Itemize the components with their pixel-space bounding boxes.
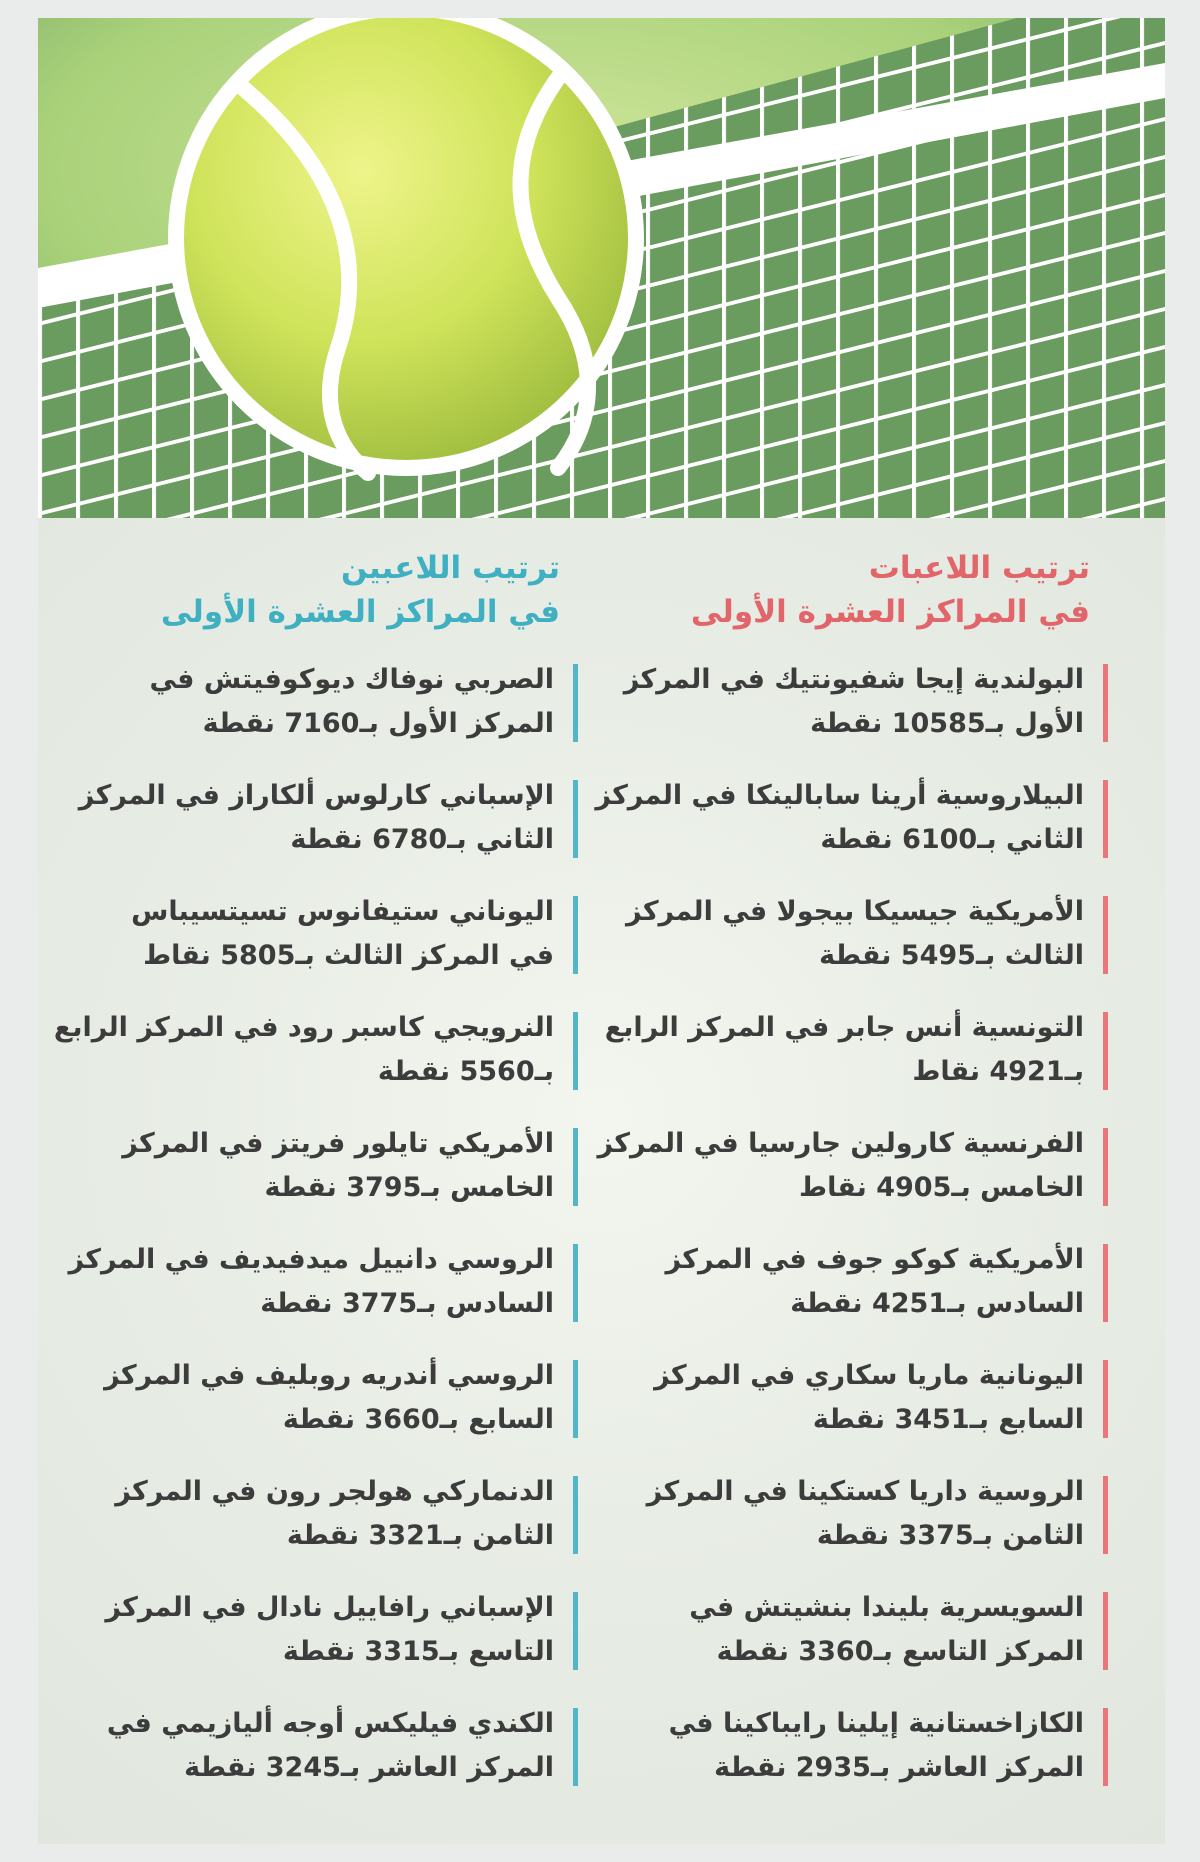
women-column-title bbox=[588, 546, 1090, 634]
entry-line-1: اليوناني ستيفانوس تسيتسيباس bbox=[131, 896, 554, 927]
entry-line-1: الأمريكية كوكو جوف في المركز bbox=[665, 1244, 1084, 1275]
rank-bar bbox=[573, 1128, 578, 1206]
women-rank-1 bbox=[588, 658, 1108, 774]
rank-bar bbox=[1103, 664, 1108, 742]
women-rank-5 bbox=[588, 1122, 1108, 1238]
women-rank-10 bbox=[588, 1702, 1108, 1818]
rank-bar bbox=[1103, 896, 1108, 974]
men-rank-3 bbox=[58, 890, 578, 1006]
women-rankings-column bbox=[588, 518, 1108, 1818]
women-title-line-1: ترتيب اللاعبات bbox=[868, 550, 1090, 586]
entry-line-2: السادس بـ3775 نقطة bbox=[260, 1288, 554, 1319]
rank-bar bbox=[1103, 1012, 1108, 1090]
rank-bar bbox=[573, 664, 578, 742]
men-rank-7 bbox=[58, 1354, 578, 1470]
entry-line-1: السويسرية بليندا بنشيتش في bbox=[689, 1592, 1084, 1623]
rankings-panel bbox=[38, 518, 1165, 1844]
entry-line-2: الثاني بـ6100 نقطة bbox=[820, 824, 1084, 855]
entry-line-2: المركز العاشر بـ3245 نقطة bbox=[184, 1752, 554, 1783]
entry-line-2: بـ4921 نقاط bbox=[912, 1056, 1084, 1087]
rank-bar bbox=[1103, 780, 1108, 858]
rank-bar bbox=[573, 1476, 578, 1554]
women-title-line-2: في المراكز العشرة الأولى bbox=[690, 594, 1090, 630]
entry-line-2: الثاني بـ6780 نقطة bbox=[290, 824, 554, 855]
entry-line-1: الكازاخستانية إيلينا رايباكينا في bbox=[668, 1708, 1084, 1739]
rank-bar bbox=[573, 1360, 578, 1438]
entry-line-1: الإسباني رافاييل نادال في المركز bbox=[105, 1592, 554, 1623]
women-rank-4 bbox=[588, 1006, 1108, 1122]
men-rank-2 bbox=[58, 774, 578, 890]
women-rank-2 bbox=[588, 774, 1108, 890]
men-rank-6 bbox=[58, 1238, 578, 1354]
entry-line-2: الثالث بـ5495 نقطة bbox=[819, 940, 1084, 971]
entry-line-2: في المركز الثالث بـ5805 نقاط bbox=[143, 940, 554, 971]
entry-line-2: الثامن بـ3321 نقطة bbox=[286, 1520, 554, 1551]
rank-bar bbox=[573, 1012, 578, 1090]
entry-line-1: اليونانية ماريا سكاري في المركز bbox=[654, 1360, 1084, 1391]
entry-line-2: السابع بـ3451 نقطة bbox=[812, 1404, 1084, 1435]
rank-bar bbox=[1103, 1244, 1108, 1322]
entry-line-1: النرويجي كاسبر رود في المركز الرابع bbox=[53, 1012, 554, 1043]
entry-line-2: المركز التاسع بـ3360 نقطة bbox=[716, 1636, 1084, 1667]
rank-bar bbox=[573, 780, 578, 858]
men-title-line-2: في المراكز العشرة الأولى bbox=[160, 594, 560, 630]
entry-line-1: الصربي نوفاك ديوكوفيتش في bbox=[149, 664, 554, 695]
entry-line-2: الأول بـ10585 نقطة bbox=[810, 708, 1084, 739]
women-rank-8 bbox=[588, 1470, 1108, 1586]
entry-line-1: الروسي دانييل ميدفيديف في المركز bbox=[68, 1244, 554, 1275]
tennis-hero-illustration bbox=[38, 18, 1165, 518]
entry-line-2: بـ5560 نقطة bbox=[377, 1056, 554, 1087]
entry-line-2: السادس بـ4251 نقطة bbox=[790, 1288, 1084, 1319]
entry-line-1: الروسية داريا كستكينا في المركز bbox=[646, 1476, 1084, 1507]
rank-bar bbox=[1103, 1708, 1108, 1786]
entry-line-2: التاسع بـ3315 نقطة bbox=[282, 1636, 554, 1667]
women-rank-6 bbox=[588, 1238, 1108, 1354]
rank-bar bbox=[573, 1592, 578, 1670]
infographic-card bbox=[38, 18, 1165, 1844]
entry-line-1: الدنماركي هولجر رون في المركز bbox=[115, 1476, 554, 1507]
entry-line-2: الخامس بـ4905 نقاط bbox=[799, 1172, 1084, 1203]
rank-bar bbox=[573, 896, 578, 974]
entry-line-2: الثامن بـ3375 نقطة bbox=[816, 1520, 1084, 1551]
men-rank-8 bbox=[58, 1470, 578, 1586]
entry-line-1: الفرنسية كارولين جارسيا في المركز bbox=[597, 1128, 1084, 1159]
entry-line-1: التونسية أنس جابر في المركز الرابع bbox=[604, 1012, 1084, 1043]
men-rankings-column bbox=[53, 518, 578, 1818]
rank-bar bbox=[573, 1244, 578, 1322]
entry-line-1: البولندية إيجا شفيونتيك في المركز bbox=[623, 664, 1084, 695]
entry-line-1: البيلاروسية أرينا سابالينكا في المركز bbox=[595, 780, 1084, 811]
men-rank-5 bbox=[58, 1122, 578, 1238]
men-column-title bbox=[58, 546, 560, 634]
entry-line-1: الأمريكية جيسيكا بيجولا في المركز bbox=[626, 896, 1084, 927]
rank-bar bbox=[1103, 1476, 1108, 1554]
men-rank-9 bbox=[58, 1586, 578, 1702]
men-rank-4 bbox=[53, 1006, 578, 1122]
entry-line-2: المركز الأول بـ7160 نقطة bbox=[202, 708, 554, 739]
rank-bar bbox=[1103, 1128, 1108, 1206]
rank-bar bbox=[1103, 1360, 1108, 1438]
rank-bar bbox=[573, 1708, 578, 1786]
entry-line-1: الإسباني كارلوس ألكاراز في المركز bbox=[78, 780, 554, 811]
entry-line-2: السابع بـ3660 نقطة bbox=[282, 1404, 554, 1435]
men-rank-10 bbox=[58, 1702, 578, 1818]
entry-line-1: الكندي فيليكس أوجه أليازيمي في bbox=[106, 1708, 554, 1739]
rank-bar bbox=[1103, 1592, 1108, 1670]
entry-line-2: المركز العاشر بـ2935 نقطة bbox=[714, 1752, 1084, 1783]
women-rank-3 bbox=[588, 890, 1108, 1006]
entry-line-1: الروسي أندريه روبليف في المركز bbox=[104, 1360, 554, 1391]
men-title-line-1: ترتيب اللاعبين bbox=[340, 550, 560, 586]
women-rank-7 bbox=[588, 1354, 1108, 1470]
entry-line-1: الأمريكي تايلور فريتز في المركز bbox=[122, 1128, 554, 1159]
men-rank-1 bbox=[58, 658, 578, 774]
entry-line-2: الخامس بـ3795 نقطة bbox=[264, 1172, 554, 1203]
women-rank-9 bbox=[588, 1586, 1108, 1702]
